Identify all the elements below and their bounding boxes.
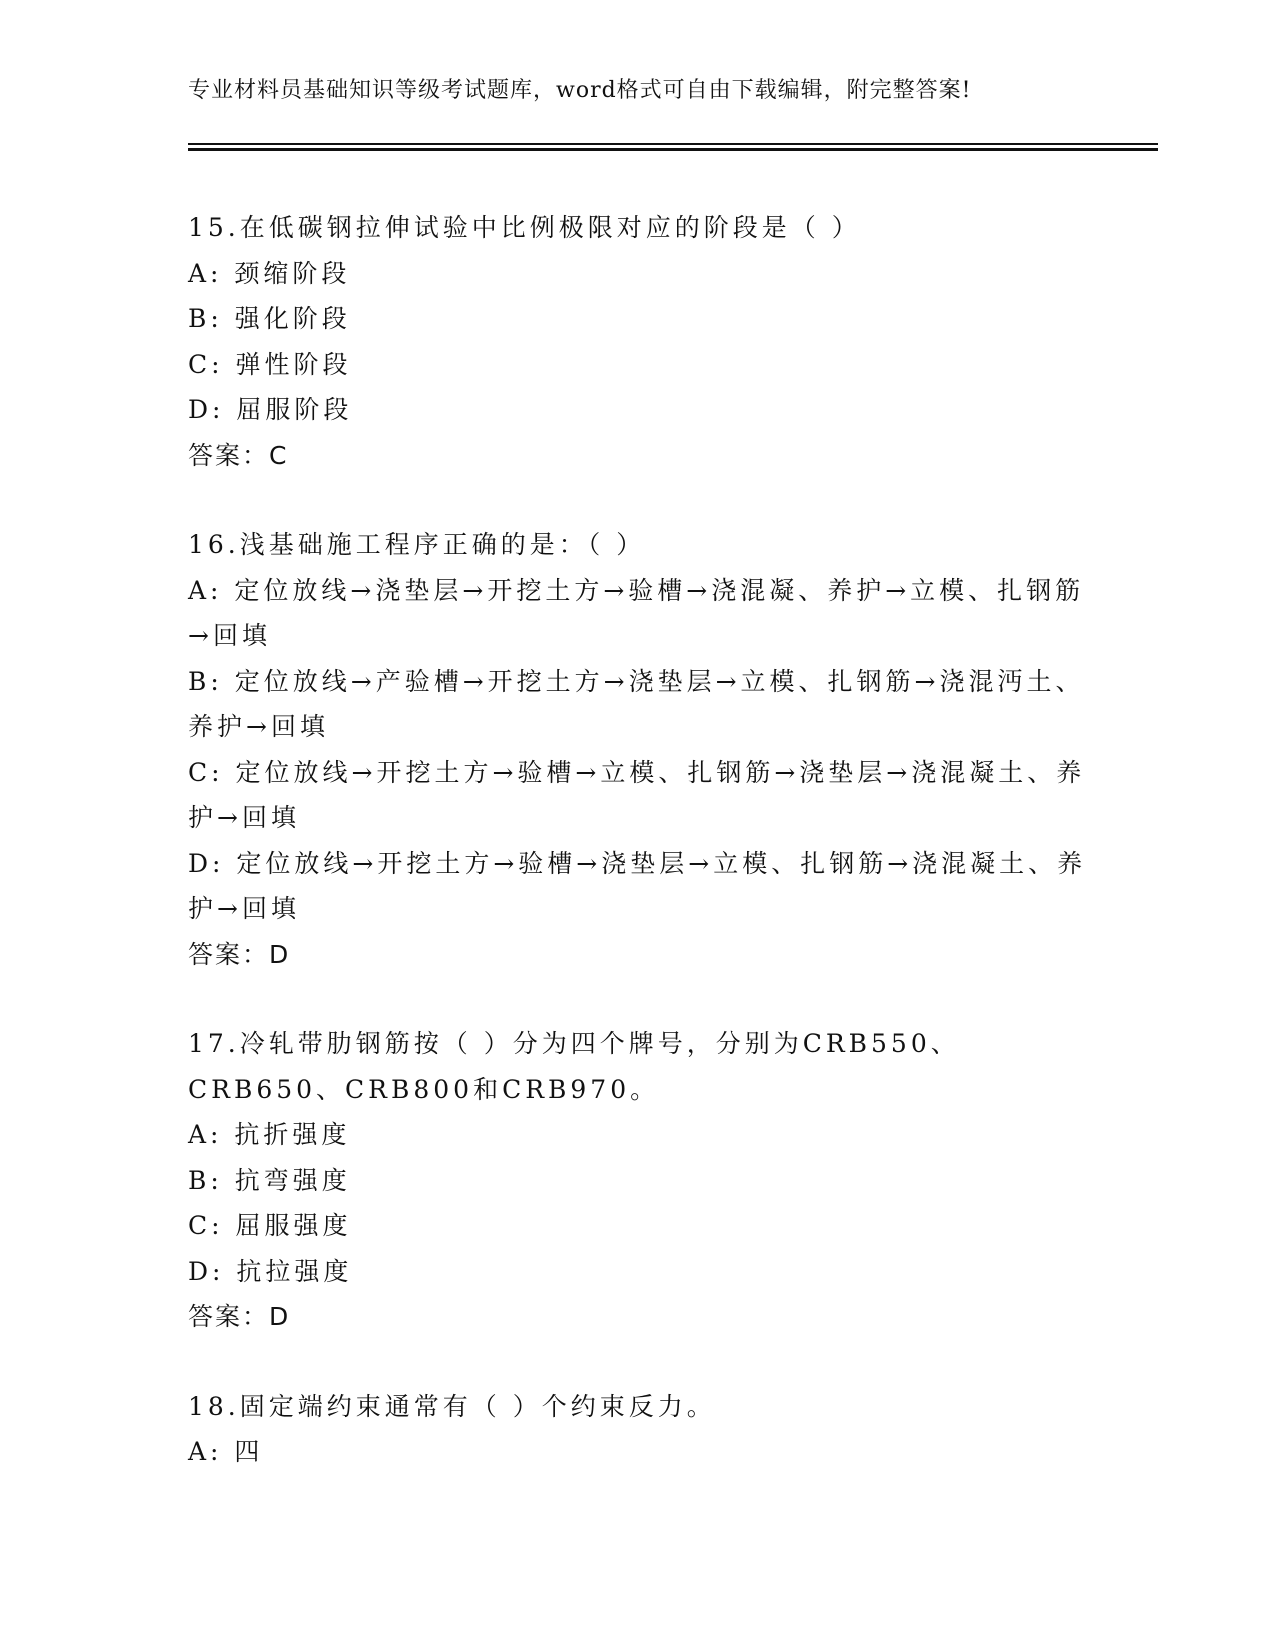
option-d: D: 定位放线→开挖土方→验槽→浇垫层→立模、扎钢筋→浇混凝土、养护→回填 [188, 848, 1087, 923]
question-16 [188, 522, 1088, 977]
answer-line: 答案：D [188, 1302, 291, 1331]
header-divider-thin [188, 143, 1158, 145]
option-b: B: 定位放线→产验槽→开挖土方→浇垫层→立模、扎钢筋→浇混沔土、养护→回填 [188, 666, 1085, 741]
option-d: D: 屈服阶段 [188, 395, 353, 424]
option-b: B: 抗弯强度 [188, 1165, 351, 1195]
question-list [188, 205, 1088, 1519]
option-c: C: 定位放线→开挖土方→验槽→立模、扎钢筋→浇垫层→浇混凝土、养护→回填 [188, 757, 1086, 832]
option-a: A: 四 [188, 1437, 264, 1466]
option-d: D: 抗拉强度 [188, 1256, 353, 1286]
question-stem: 15.在低碳钢拉伸试验中比例极限对应的阶段是（ ） [188, 213, 861, 242]
question-18 [188, 1384, 1088, 1475]
option-a: A: 定位放线→浇垫层→开挖土方→验槽→浇混凝、养护→立模、扎钢筋→回填 [188, 575, 1085, 650]
answer-line: 答案：C [188, 440, 289, 470]
answer-line: 答案：D [188, 939, 291, 969]
option-a: A: 抗折强度 [188, 1120, 351, 1149]
question-17 [188, 1021, 1088, 1340]
question-stem: 16.浅基础施工程序正确的是：（ ） [188, 530, 646, 559]
option-b: B: 强化阶段 [188, 304, 351, 333]
document-header: 专业材料员基础知识等级考试题库，word格式可自由下载编辑，附完整答案! [188, 78, 972, 103]
question-stem: 18.固定端约束通常有（ ）个约束反力。 [188, 1391, 716, 1421]
option-c: C: 弹性阶段 [188, 349, 352, 379]
option-c: C: 屈服强度 [188, 1211, 352, 1240]
header-divider-thick [188, 148, 1158, 151]
question-stem: 17.冷轧带肋钢筋按（ ）分为四个牌号，分别为CRB550、CRB650、CRB800和CRB970。 [188, 1029, 960, 1104]
option-a: A: 颈缩阶段 [188, 258, 351, 288]
question-15 [188, 205, 1088, 478]
